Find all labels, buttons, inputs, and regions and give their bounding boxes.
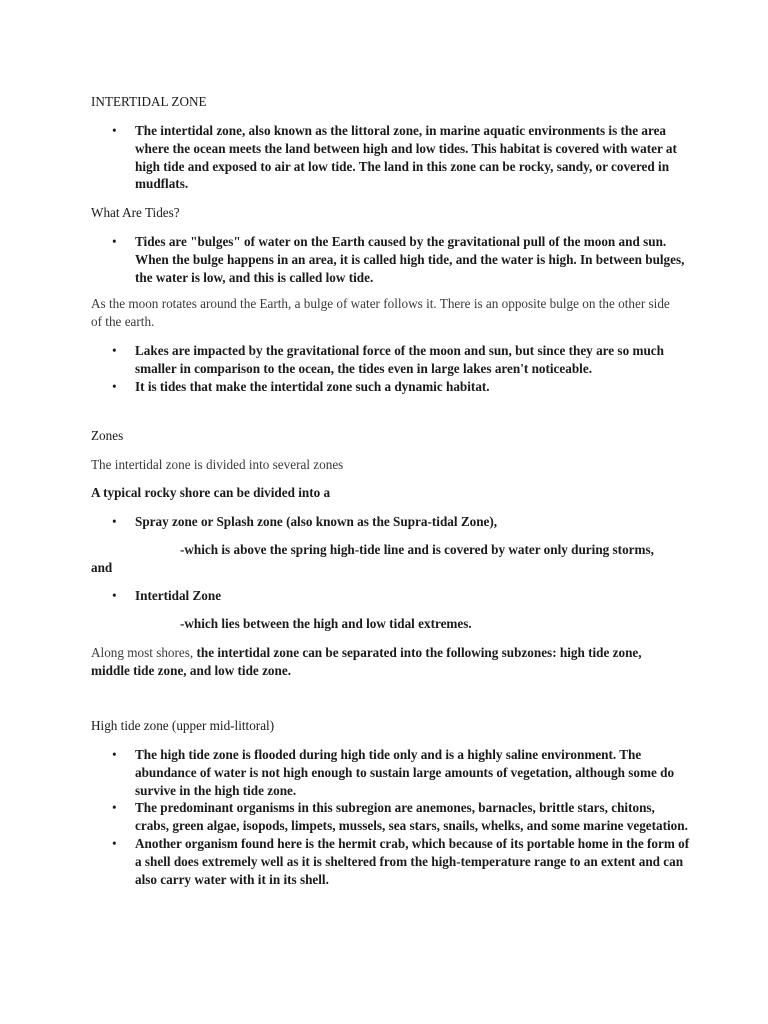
section-heading-high-tide: High tide zone (upper mid-littoral) — [91, 718, 275, 733]
list-item-text: Lakes are impacted by the gravitational force of the moon and sun, but since they are so much smaller in comparison to the ocean, the tides even in large lakes aren't noticeable. — [135, 343, 664, 376]
list-item — [91, 342, 691, 378]
bullet-icon: • — [112, 835, 117, 851]
spray-zone-description: -which is above the spring high-tide line and is covered by water only during storms, — [180, 542, 654, 557]
intro-bullet-list — [91, 122, 691, 193]
tides-bullet-list-2 — [91, 342, 691, 395]
list-item — [91, 513, 691, 531]
along-shores-bold: the intertidal zone can be separated into the following subzones: high tide zone, middle tide zone, and low tide zone. — [91, 645, 642, 678]
bullet-icon: • — [112, 747, 117, 762]
section-heading-tides: What Are Tides? — [91, 205, 180, 220]
document-title: INTERTIDAL ZONE — [91, 94, 207, 109]
along-shores-paragraph — [91, 644, 681, 680]
list-item-text: Another organism found here is the hermit crab, which because of its portable home in the form of a shell does extremely well as it is sheltered from the high-temperature range to an extent and can also carry water with it in its shell. — [135, 835, 690, 887]
bullet-icon: • — [112, 800, 117, 816]
list-item-text: Spray zone or Splash zone (also known as the Supra-tidal Zone), — [135, 514, 498, 529]
rocky-shore-text: A typical rocky shore can be divided into a — [91, 485, 331, 500]
list-item-text: The intertidal zone, also known as the littoral zone, in marine aquatic environments is the area where the ocean meets the land between high and low tides. This habitat is covered with water at high tide and exposed to air at low tide. The land in this zone can be rocky, sandy, or covered in mudflats. — [135, 123, 677, 192]
bullet-icon: • — [112, 378, 117, 394]
list-item — [91, 378, 691, 396]
intertidal-zone-description: -which lies between the high and low tidal extremes. — [180, 616, 472, 631]
list-item-text: Intertidal Zone — [135, 588, 222, 603]
tides-bullet-list — [91, 233, 691, 286]
and-text: and — [91, 560, 113, 575]
list-item-text: The predominant organisms in this subregion are anemones, barnacles, brittle stars, chitons, crabs, green algae, isopods, limpets, mussels, sea stars, snails, whelks, and some marine vegetation. — [135, 800, 688, 834]
zones-intro: The intertidal zone is divided into several zones — [91, 457, 344, 472]
list-item — [91, 122, 691, 193]
intertidal-zone-list — [91, 587, 691, 605]
bullet-icon: • — [112, 123, 117, 138]
list-item — [91, 233, 691, 286]
tides-paragraph: As the moon rotates around the Earth, a bulge of water follows it. There is an opposite bulge on the other side of the earth. — [91, 296, 670, 329]
high-tide-bullet-list — [91, 746, 691, 888]
bullet-icon: • — [112, 234, 117, 249]
list-item — [91, 835, 691, 888]
section-heading-zones: Zones — [91, 428, 124, 443]
along-shores-lead: Along most shores, — [91, 645, 197, 660]
list-item — [91, 799, 691, 835]
list-item-text: Tides are "bulges" of water on the Earth caused by the gravitational pull of the moon and sun. When the bulge happens in an area, it is called high tide, and the water is high. In between bulges, the water is low, and this is called low tide. — [135, 234, 685, 285]
bullet-icon: • — [112, 343, 117, 358]
bullet-icon: • — [112, 514, 117, 529]
spray-zone-list — [91, 513, 691, 531]
bullet-icon: • — [112, 588, 117, 603]
list-item-text: The high tide zone is flooded during high tide only and is a highly saline environment. The abundance of water is not high enough to sustain large amounts of vegetation, although some do survive in the high tide zone. — [135, 747, 675, 798]
list-item — [91, 587, 691, 605]
list-item-text: It is tides that make the intertidal zone such a dynamic habitat. — [135, 378, 490, 394]
list-item — [91, 746, 691, 799]
